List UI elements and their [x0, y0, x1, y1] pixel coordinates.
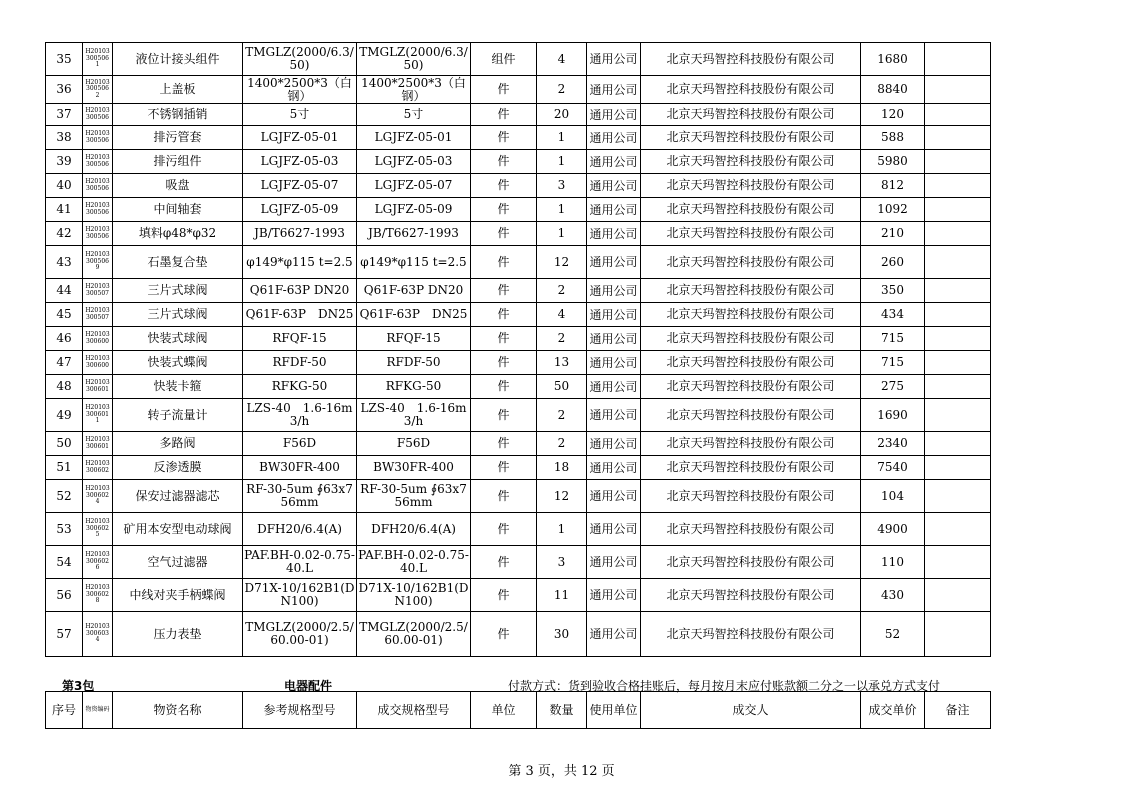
cell-qty: 30: [537, 612, 587, 657]
cell-vendor: 北京天玛智控科技股份有限公司: [641, 579, 861, 612]
table-row: [46, 174, 991, 198]
cell-price: 5980: [861, 150, 925, 174]
cell-code: H20103 300603 4: [83, 612, 113, 657]
cell-ref: PAF.BH-0.02-0.75-40.L: [243, 546, 357, 579]
cell-vendor: 北京天玛智控科技股份有限公司: [641, 351, 861, 375]
table-row: [46, 546, 991, 579]
cell-no: 57: [46, 612, 83, 657]
header-qty: 数量: [537, 692, 587, 729]
cell-name: 液位计接头组件: [113, 43, 243, 76]
table-row: [46, 279, 991, 303]
cell-vendor: 北京天玛智控科技股份有限公司: [641, 612, 861, 657]
cell-name: 上盖板: [113, 76, 243, 104]
cell-note: [925, 198, 991, 222]
header-price: 成交单价: [861, 692, 925, 729]
cell-note: [925, 174, 991, 198]
cell-code: H20103 300601: [83, 432, 113, 456]
header-unit: 单位: [471, 692, 537, 729]
cell-no: 47: [46, 351, 83, 375]
cell-name: 压力表垫: [113, 612, 243, 657]
cell-spec: Q61F-63P DN20: [357, 279, 471, 303]
cell-spec: 5寸: [357, 104, 471, 126]
cell-name: 三片式球阀: [113, 279, 243, 303]
cell-ref: TMGLZ(2000/2.5/60.00-01): [243, 612, 357, 657]
cell-use: 通用公司: [587, 375, 641, 399]
header-spec: 成交规格型号: [357, 692, 471, 729]
cell-use: 通用公司: [587, 303, 641, 327]
cell-note: [925, 612, 991, 657]
header-name: 物资名称: [113, 692, 243, 729]
cell-qty: 1: [537, 222, 587, 246]
cell-note: [925, 480, 991, 513]
cell-ref: TMGLZ(2000/6.3/50): [243, 43, 357, 76]
cell-qty: 20: [537, 104, 587, 126]
cell-use: 通用公司: [587, 399, 641, 432]
cell-unit: 件: [471, 303, 537, 327]
cell-spec: BW30FR-400: [357, 456, 471, 480]
cell-no: 39: [46, 150, 83, 174]
cell-spec: D71X-10/162B1(DN100): [357, 579, 471, 612]
cell-use: 通用公司: [587, 351, 641, 375]
cell-use: 通用公司: [587, 150, 641, 174]
cell-qty: 18: [537, 456, 587, 480]
cell-unit: 件: [471, 76, 537, 104]
cell-code: H20103 300506 2: [83, 76, 113, 104]
cell-spec: LGJFZ-05-07: [357, 174, 471, 198]
cell-ref: LGJFZ-05-09: [243, 198, 357, 222]
cell-qty: 11: [537, 579, 587, 612]
cell-use: 通用公司: [587, 432, 641, 456]
table-row: [46, 480, 991, 513]
header-code: 物资编码: [83, 692, 113, 729]
cell-ref: RFQF-15: [243, 327, 357, 351]
cell-unit: 件: [471, 222, 537, 246]
cell-qty: 1: [537, 150, 587, 174]
cell-ref: RFKG-50: [243, 375, 357, 399]
cell-note: [925, 246, 991, 279]
category-label: 电器配件: [284, 679, 333, 693]
cell-note: [925, 456, 991, 480]
cell-unit: 件: [471, 174, 537, 198]
cell-price: 4900: [861, 513, 925, 546]
cell-name: 中线对夹手柄蝶阀: [113, 579, 243, 612]
cell-vendor: 北京天玛智控科技股份有限公司: [641, 279, 861, 303]
table-row: [46, 432, 991, 456]
cell-spec: F56D: [357, 432, 471, 456]
cell-code: H20103 300602 5: [83, 513, 113, 546]
cell-vendor: 北京天玛智控科技股份有限公司: [641, 480, 861, 513]
cell-note: [925, 432, 991, 456]
cell-qty: 2: [537, 399, 587, 432]
cell-ref: JB/T6627-1993: [243, 222, 357, 246]
cell-vendor: 北京天玛智控科技股份有限公司: [641, 327, 861, 351]
cell-ref: LGJFZ-05-03: [243, 150, 357, 174]
cell-spec: φ149*φ115 t=2.5: [357, 246, 471, 279]
cell-code: H20103 300602 4: [83, 480, 113, 513]
cell-unit: 件: [471, 546, 537, 579]
cell-vendor: 北京天玛智控科技股份有限公司: [641, 375, 861, 399]
cell-vendor: 北京天玛智控科技股份有限公司: [641, 150, 861, 174]
cell-use: 通用公司: [587, 174, 641, 198]
cell-note: [925, 222, 991, 246]
cell-vendor: 北京天玛智控科技股份有限公司: [641, 399, 861, 432]
cell-name: 排污组件: [113, 150, 243, 174]
cell-code: H20103 300506: [83, 104, 113, 126]
cell-name: 转子流量计: [113, 399, 243, 432]
cell-name: 矿用本安型电动球阀: [113, 513, 243, 546]
cell-no: 52: [46, 480, 83, 513]
table-row: [46, 513, 991, 546]
cell-qty: 12: [537, 246, 587, 279]
cell-qty: 1: [537, 513, 587, 546]
cell-no: 56: [46, 579, 83, 612]
cell-price: 1680: [861, 43, 925, 76]
cell-unit: 件: [471, 480, 537, 513]
cell-price: 434: [861, 303, 925, 327]
cell-price: 1690: [861, 399, 925, 432]
cell-no: 42: [46, 222, 83, 246]
cell-name: 保安过滤器滤芯: [113, 480, 243, 513]
cell-use: 通用公司: [587, 513, 641, 546]
cell-qty: 13: [537, 351, 587, 375]
cell-name: 空气过滤器: [113, 546, 243, 579]
cell-qty: 3: [537, 546, 587, 579]
cell-code: H20103 300506: [83, 150, 113, 174]
next-section-header: [45, 691, 991, 729]
cell-use: 通用公司: [587, 104, 641, 126]
cell-code: H20103 300600: [83, 327, 113, 351]
cell-spec: PAF.BH-0.02-0.75-40.L: [357, 546, 471, 579]
cell-no: 53: [46, 513, 83, 546]
cell-qty: 50: [537, 375, 587, 399]
package-label: 第3包: [62, 679, 95, 693]
cell-code: H20103 300506 1: [83, 43, 113, 76]
cell-no: 51: [46, 456, 83, 480]
table-row: [46, 456, 991, 480]
cell-qty: 2: [537, 76, 587, 104]
cell-no: 36: [46, 76, 83, 104]
cell-name: 快装式球阀: [113, 327, 243, 351]
cell-ref: LGJFZ-05-01: [243, 126, 357, 150]
cell-qty: 2: [537, 327, 587, 351]
items-table: [45, 42, 991, 657]
cell-spec: Q61F-63P DN25: [357, 303, 471, 327]
cell-vendor: 北京天玛智控科技股份有限公司: [641, 174, 861, 198]
cell-qty: 12: [537, 480, 587, 513]
cell-spec: LGJFZ-05-01: [357, 126, 471, 150]
cell-ref: RF-30-5um ∮63x756mm: [243, 480, 357, 513]
cell-code: H20103 300602: [83, 456, 113, 480]
cell-vendor: 北京天玛智控科技股份有限公司: [641, 222, 861, 246]
cell-ref: Q61F-63P DN25: [243, 303, 357, 327]
cell-code: H20103 300506 9: [83, 246, 113, 279]
cell-price: 104: [861, 480, 925, 513]
cell-vendor: 北京天玛智控科技股份有限公司: [641, 76, 861, 104]
cell-name: 填料φ48*φ32: [113, 222, 243, 246]
cell-unit: 件: [471, 126, 537, 150]
cell-unit: 件: [471, 375, 537, 399]
table-row: [46, 43, 991, 76]
cell-spec: RFDF-50: [357, 351, 471, 375]
cell-spec: TMGLZ(2000/6.3/50): [357, 43, 471, 76]
cell-price: 110: [861, 546, 925, 579]
table-row: [46, 303, 991, 327]
cell-use: 通用公司: [587, 198, 641, 222]
cell-no: 54: [46, 546, 83, 579]
cell-unit: 件: [471, 456, 537, 480]
table-row: [46, 327, 991, 351]
cell-no: 45: [46, 303, 83, 327]
cell-no: 37: [46, 104, 83, 126]
cell-vendor: 北京天玛智控科技股份有限公司: [641, 198, 861, 222]
cell-note: [925, 279, 991, 303]
table-row: [46, 76, 991, 104]
cell-name: 不锈钢插销: [113, 104, 243, 126]
cell-note: [925, 104, 991, 126]
cell-unit: 件: [471, 150, 537, 174]
cell-price: 7540: [861, 456, 925, 480]
cell-ref: Q61F-63P DN20: [243, 279, 357, 303]
cell-unit: 件: [471, 246, 537, 279]
cell-ref: LZS-40 1.6-16m3/h: [243, 399, 357, 432]
page-footer: 第 3 页，共 12 页: [508, 764, 615, 779]
payment-terms: 付款方式：货到验收合格挂账后，每月按月末应付账款额二分之一以承兑方式支付: [508, 679, 941, 693]
cell-note: [925, 546, 991, 579]
header-ref: 参考规格型号: [243, 692, 357, 729]
header-use: 使用单位: [587, 692, 641, 729]
cell-ref: DFH20/6.4(A): [243, 513, 357, 546]
cell-note: [925, 399, 991, 432]
cell-code: H20103 300506: [83, 222, 113, 246]
cell-price: 715: [861, 351, 925, 375]
cell-ref: RFDF-50: [243, 351, 357, 375]
cell-use: 通用公司: [587, 456, 641, 480]
cell-price: 52: [861, 612, 925, 657]
cell-name: 排污管套: [113, 126, 243, 150]
cell-price: 2340: [861, 432, 925, 456]
cell-note: [925, 327, 991, 351]
header-no: 序号: [46, 692, 83, 729]
cell-price: 430: [861, 579, 925, 612]
cell-name: 快装卡箍: [113, 375, 243, 399]
cell-vendor: 北京天玛智控科技股份有限公司: [641, 104, 861, 126]
cell-note: [925, 375, 991, 399]
cell-vendor: 北京天玛智控科技股份有限公司: [641, 126, 861, 150]
cell-unit: 组件: [471, 43, 537, 76]
cell-use: 通用公司: [587, 126, 641, 150]
cell-qty: 1: [537, 198, 587, 222]
cell-qty: 2: [537, 279, 587, 303]
table-row: [46, 399, 991, 432]
cell-use: 通用公司: [587, 222, 641, 246]
cell-name: 快装式蝶阀: [113, 351, 243, 375]
cell-note: [925, 150, 991, 174]
cell-qty: 3: [537, 174, 587, 198]
cell-qty: 4: [537, 303, 587, 327]
header-vendor: 成交人: [641, 692, 861, 729]
cell-spec: RF-30-5um ∮63x756mm: [357, 480, 471, 513]
cell-note: [925, 513, 991, 546]
cell-spec: TMGLZ(2000/2.5/60.00-01): [357, 612, 471, 657]
cell-code: H20103 300507: [83, 303, 113, 327]
cell-spec: RFQF-15: [357, 327, 471, 351]
cell-ref: BW30FR-400: [243, 456, 357, 480]
cell-note: [925, 126, 991, 150]
cell-note: [925, 351, 991, 375]
cell-ref: 5寸: [243, 104, 357, 126]
cell-use: 通用公司: [587, 579, 641, 612]
cell-name: 多路阀: [113, 432, 243, 456]
cell-unit: 件: [471, 327, 537, 351]
cell-use: 通用公司: [587, 612, 641, 657]
cell-code: H20103 300601: [83, 375, 113, 399]
cell-use: 通用公司: [587, 480, 641, 513]
cell-unit: 件: [471, 104, 537, 126]
cell-ref: 1400*2500*3（白钢）: [243, 76, 357, 104]
cell-spec: LZS-40 1.6-16m3/h: [357, 399, 471, 432]
cell-use: 通用公司: [587, 43, 641, 76]
cell-spec: JB/T6627-1993: [357, 222, 471, 246]
table-row: [46, 375, 991, 399]
cell-price: 715: [861, 327, 925, 351]
cell-use: 通用公司: [587, 246, 641, 279]
cell-name: 吸盘: [113, 174, 243, 198]
cell-unit: 件: [471, 579, 537, 612]
cell-qty: 1: [537, 126, 587, 150]
cell-unit: 件: [471, 198, 537, 222]
table-row: [46, 104, 991, 126]
cell-unit: 件: [471, 432, 537, 456]
cell-use: 通用公司: [587, 279, 641, 303]
cell-ref: D71X-10/162B1(DN100): [243, 579, 357, 612]
cell-use: 通用公司: [587, 327, 641, 351]
cell-vendor: 北京天玛智控科技股份有限公司: [641, 456, 861, 480]
cell-name: 石墨复合垫: [113, 246, 243, 279]
cell-unit: 件: [471, 351, 537, 375]
cell-price: 275: [861, 375, 925, 399]
cell-no: 48: [46, 375, 83, 399]
cell-no: 43: [46, 246, 83, 279]
cell-no: 40: [46, 174, 83, 198]
cell-price: 260: [861, 246, 925, 279]
cell-vendor: 北京天玛智控科技股份有限公司: [641, 513, 861, 546]
table-row: [46, 351, 991, 375]
cell-spec: LGJFZ-05-03: [357, 150, 471, 174]
cell-unit: 件: [471, 513, 537, 546]
cell-qty: 2: [537, 432, 587, 456]
cell-price: 350: [861, 279, 925, 303]
cell-no: 50: [46, 432, 83, 456]
header-note: 备注: [925, 692, 991, 729]
cell-qty: 4: [537, 43, 587, 76]
cell-vendor: 北京天玛智控科技股份有限公司: [641, 246, 861, 279]
cell-no: 49: [46, 399, 83, 432]
cell-ref: LGJFZ-05-07: [243, 174, 357, 198]
cell-code: H20103 300602 8: [83, 579, 113, 612]
table-row: [46, 246, 991, 279]
cell-code: H20103 300506: [83, 126, 113, 150]
table-row: [46, 198, 991, 222]
cell-note: [925, 579, 991, 612]
cell-no: 44: [46, 279, 83, 303]
cell-note: [925, 303, 991, 327]
cell-spec: DFH20/6.4(A): [357, 513, 471, 546]
cell-no: 41: [46, 198, 83, 222]
cell-no: 38: [46, 126, 83, 150]
cell-unit: 件: [471, 399, 537, 432]
cell-spec: RFKG-50: [357, 375, 471, 399]
cell-price: 120: [861, 104, 925, 126]
cell-vendor: 北京天玛智控科技股份有限公司: [641, 43, 861, 76]
cell-vendor: 北京天玛智控科技股份有限公司: [641, 303, 861, 327]
table-row: [46, 612, 991, 657]
cell-code: H20103 300506: [83, 174, 113, 198]
table-row: [46, 150, 991, 174]
cell-unit: 件: [471, 279, 537, 303]
cell-no: 35: [46, 43, 83, 76]
cell-spec: LGJFZ-05-09: [357, 198, 471, 222]
cell-unit: 件: [471, 612, 537, 657]
cell-vendor: 北京天玛智控科技股份有限公司: [641, 432, 861, 456]
cell-code: H20103 300600: [83, 351, 113, 375]
cell-price: 1092: [861, 198, 925, 222]
cell-name: 三片式球阀: [113, 303, 243, 327]
table-row: [46, 222, 991, 246]
cell-price: 8840: [861, 76, 925, 104]
cell-use: 通用公司: [587, 76, 641, 104]
cell-code: H20103 300506: [83, 198, 113, 222]
cell-code: H20103 300601 1: [83, 399, 113, 432]
cell-price: 588: [861, 126, 925, 150]
cell-name: 反渗透膜: [113, 456, 243, 480]
cell-ref: φ149*φ115 t=2.5: [243, 246, 357, 279]
table-row: [46, 579, 991, 612]
cell-use: 通用公司: [587, 546, 641, 579]
cell-name: 中间轴套: [113, 198, 243, 222]
cell-price: 812: [861, 174, 925, 198]
cell-price: 210: [861, 222, 925, 246]
cell-code: H20103 300602 6: [83, 546, 113, 579]
table-row: [46, 126, 991, 150]
cell-no: 46: [46, 327, 83, 351]
cell-note: [925, 76, 991, 104]
cell-ref: F56D: [243, 432, 357, 456]
cell-code: H20103 300507: [83, 279, 113, 303]
cell-spec: 1400*2500*3（白钢）: [357, 76, 471, 104]
cell-note: [925, 43, 991, 76]
cell-vendor: 北京天玛智控科技股份有限公司: [641, 546, 861, 579]
